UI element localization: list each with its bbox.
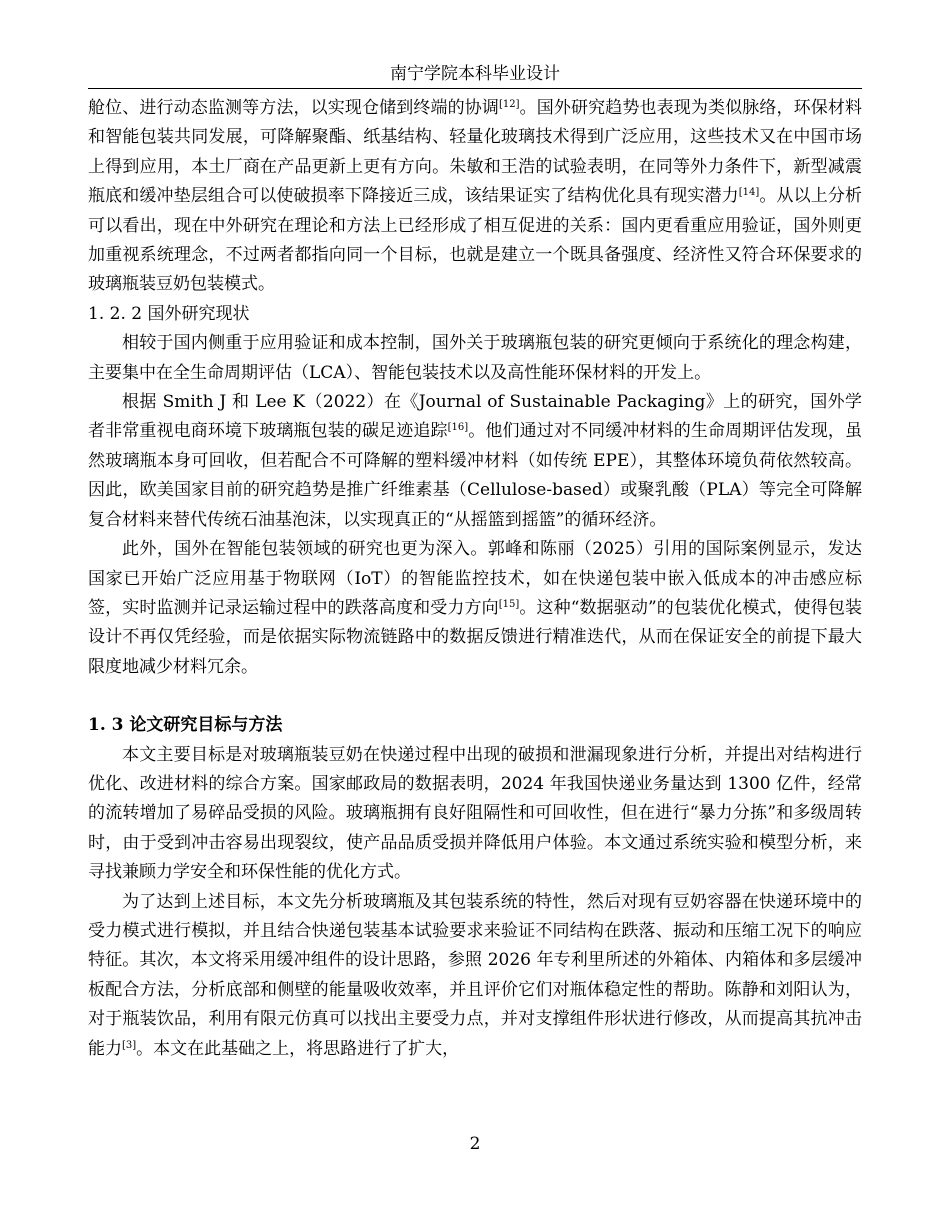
document-body <box>88 94 862 1064</box>
paragraph <box>88 535 862 682</box>
paragraph-text: 。国外研究趋势也表现为类似脉络，环保材料和智能包装共同发展，可降解聚酯、纸基结构、轻量化玻璃技术得到广泛应用，这些技术又在中国市场上得到应用，本土厂商在产品更新上更有方向。朱敏和王浩的试验表明，在同等外力条件下，新型减震瓶底和缓冲垫层组合可以使破损率下降接近三成，该结果证实了结构优化具有现实潜力 <box>88 98 863 207</box>
paragraph-text: 。他们通过对不同缓冲材料的生命周期评估发现，虽然玻璃瓶本身可回收，但若配合不可降解的塑料缓冲材料（如传统 EPE），其整体环境负荷依然较高。因此，欧美国家目前的研究趋势是推广纤维素基（Cellulose-based）或聚乳酸（PLA）等完全可降解复合材料来替代传统石油基泡沫，以实现真正的“从摇篮到摇篮”的循环经济。 <box>88 421 862 530</box>
citation-ref: [15] <box>498 598 520 610</box>
paragraph-text: 。本文在此基础之上，将思路进行了扩大， <box>136 1038 460 1059</box>
citation-ref: [14] <box>738 187 760 199</box>
paragraph-text: 根据 Smith J 和 Lee K（2022）在《Journal of Sustainable Packaging》上的研究，国外学者非常重视电商环境下玻璃瓶包装的碳足迹追踪 <box>88 392 862 442</box>
paragraph-text: 此外，国外在智能包装领域的研究也更为深入。郭峰和陈丽（2025）引用的国际案例显示，发达国家已开始广泛应用基于物联网（IoT）的智能监控技术，如在快递包装中嵌入低成本的冲击感应标签，实时监测并记录运输过程中的跌落高度和受力方向 <box>88 539 862 618</box>
page-number: 2 <box>469 1134 481 1154</box>
subsection-heading: 1. 2. 2 国外研究现状 <box>88 303 250 324</box>
citation-ref: [16] <box>447 422 469 434</box>
paragraph <box>88 888 862 1064</box>
paragraph: 相较于国内侧重于应用验证和成本控制，国外关于玻璃瓶包装的研究更倾向于系统化的理念构建，主要集中在全生命周期评估（LCA）、智能包装技术以及高性能环保材料的开发上。 <box>88 333 862 383</box>
paragraph-text: 为了达到上述目标，本文先分析玻璃瓶及其包装系统的特性，然后对现有豆奶容器在快递环境中的受力模式进行模拟，并且结合快递包装基本试验要求来验证不同结构在跌落、振动和压缩工况下的响应特征。其次，本文将采用缓冲组件的设计思路，参照 2026 年专利里所述的外箱体、内箱体和多层缓冲板配合方法，分析底部和侧壁的能量吸收效率，并且评价它们对瓶体稳定性的帮助。陈静和刘阳认为，对于瓶装饮品，利用有限元仿真可以找出主要受力点，并对支撑组件形状进行修改，从而提高其抗冲击能力 <box>88 891 862 1059</box>
paragraph-continuation <box>88 94 862 300</box>
page-header: 南宁学院本科毕业设计 <box>390 64 560 84</box>
citation-ref: [3] <box>122 1039 137 1051</box>
citation-ref: [12] <box>498 99 520 110</box>
section-heading: 1. 3 论文研究目标与方法 <box>88 715 283 736</box>
paragraph-text: 。从以上分析可以看出，现在中外研究在理论和方法上已经形成了相互促进的关系：国内更看重应用验证，国外则更加重视系统理念，不过两者都指向同一个目标，也就是建立一个既具备强度、经济性又符合环保要求的玻璃瓶装豆奶包装模式。 <box>88 186 863 295</box>
header-divider <box>88 88 862 89</box>
paragraph-text: 舱位、进行动态监测等方法，以实现仓储到终端的协调 <box>88 98 499 118</box>
paragraph: 本文主要目标是对玻璃瓶装豆奶在快递过程中出现的破损和泄漏现象进行分析，并提出对结构进行优化、改进材料的综合方案。国家邮政局的数据表明，2024 年我国快递业务量达到 1300 亿件，经常的流转增加了易碎品受损的风险。玻璃瓶拥有良好阻隔性和可回收性，但在进行“暴力分拣”和多级周转时，由于受到冲击容易出现裂纹，使产品品质受损并降低用户体验。本文通过系统实验和模型分析，来寻找兼顾力学安全和环保性能的优化方式。 <box>88 744 862 883</box>
paragraph <box>88 388 862 535</box>
paragraph-text: 。这种“数据驱动”的包装优化模式，使得包装设计不再仅凭经验，而是依据实际物流链路中的数据反馈进行精准迭代，从而在保证安全的前提下最大限度地减少材料冗余。 <box>88 597 863 677</box>
